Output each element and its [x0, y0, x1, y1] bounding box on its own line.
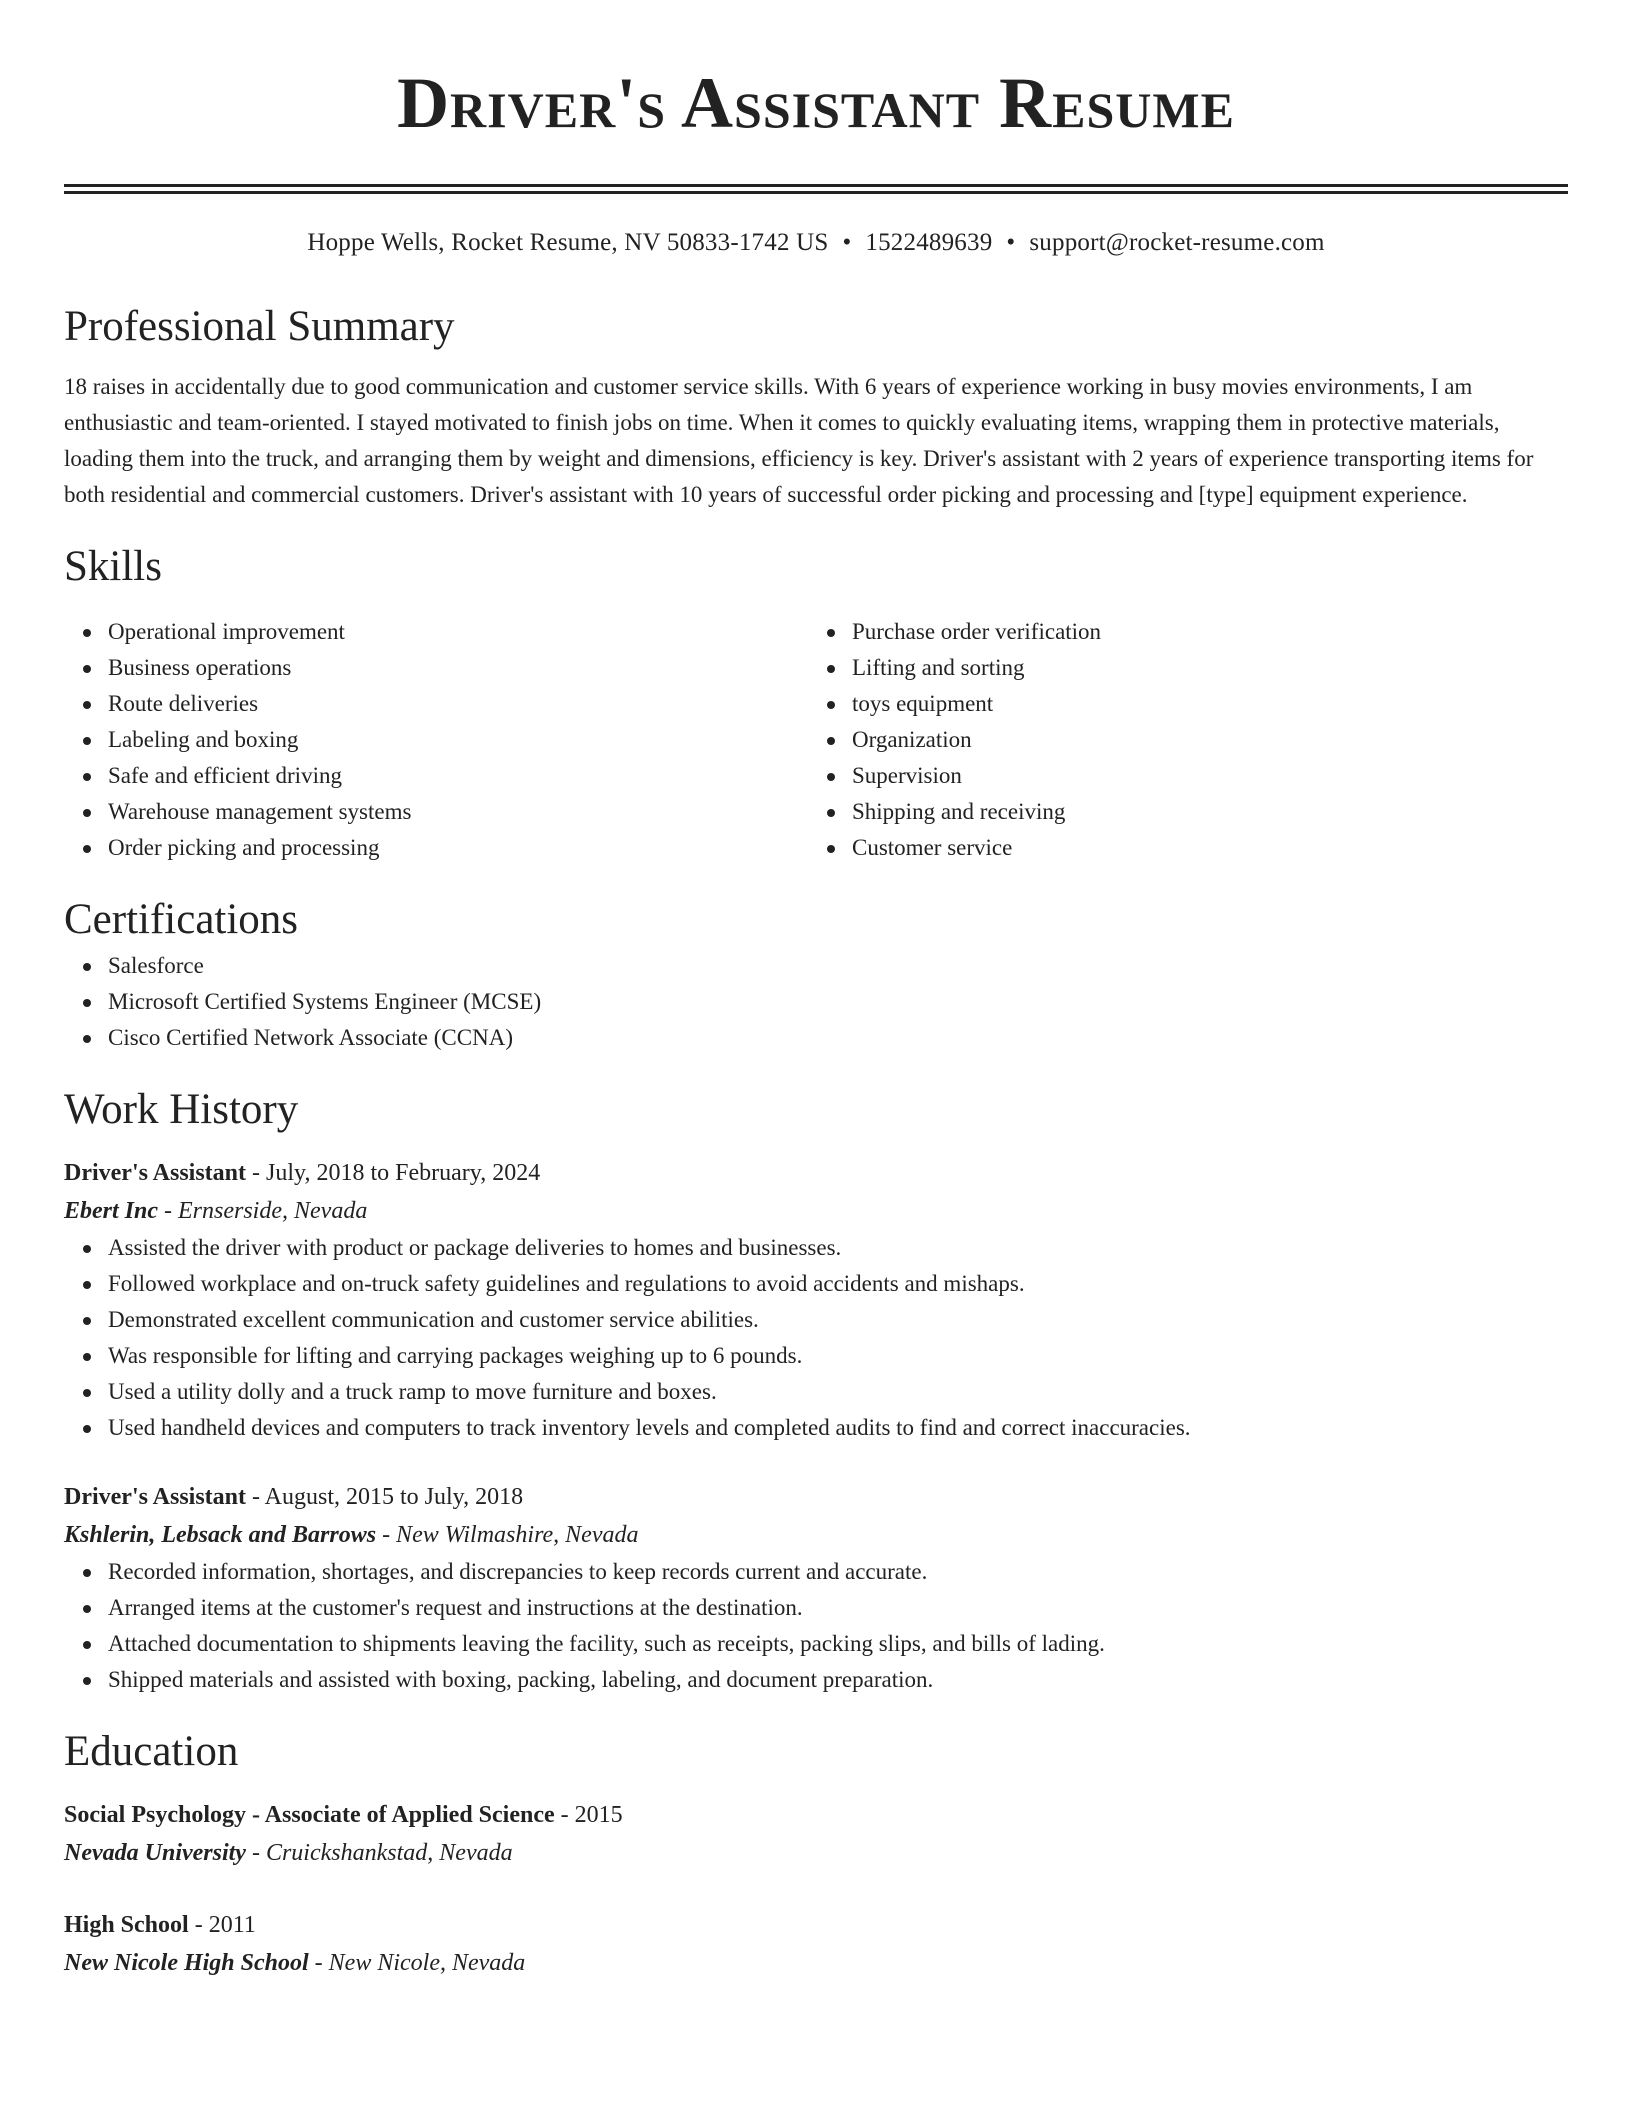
contact-separator: • [842, 229, 852, 256]
contact-email: support@rocket-resume.com [1029, 229, 1325, 256]
job-entry [64, 1478, 1568, 1698]
job-company: Kshlerin, Lebsack and Barrows [64, 1522, 377, 1548]
contact-line [64, 227, 1568, 259]
title-double-rule [64, 184, 1568, 194]
skill-item: Warehouse management systems [108, 794, 808, 830]
job-entry [64, 1154, 1568, 1446]
summary-text: 18 raises in accidentally due to good communication and customer service skills. With 6 years of experience working in busy movies environments, I am enthusiastic and team-oriented. I stayed motivated to finish jobs on time. When it comes to quickly evaluating items, wrapping them in protective materials, loading them into the truck, and arranging them by weight and dimensions, efficiency is key. Driver's assistant with 2 years of experience transporting items for both residential and commercial customers. Driver's assistant with 10 years of successful order picking and processing and [type] equipment experience. [64, 374, 1534, 507]
skills-column-right [808, 614, 1552, 866]
certifications-heading: Certifications [64, 896, 299, 943]
job-dates: - August, 2015 to July, 2018 [246, 1484, 524, 1510]
certification-item: Cisco Certified Network Associate (CCNA) [108, 1020, 1568, 1056]
job-title: Driver's Assistant [64, 1484, 246, 1510]
skill-item: Operational improvement [108, 614, 808, 650]
job-dates: - July, 2018 to February, 2024 [246, 1160, 541, 1186]
skill-item: Supervision [852, 758, 1552, 794]
skill-item: Labeling and boxing [108, 722, 808, 758]
education-entry [64, 1796, 1568, 1872]
skill-item: Route deliveries [108, 686, 808, 722]
skill-item: Shipping and receiving [852, 794, 1552, 830]
skill-item: Business operations [108, 650, 808, 686]
education-school: Nevada University [64, 1840, 246, 1866]
job-title-line [64, 1154, 1568, 1192]
skills-heading: Skills [64, 543, 162, 590]
skill-item: Purchase order verification [852, 614, 1552, 650]
education-school-line [64, 1944, 1568, 1982]
education-year: - 2015 [554, 1802, 623, 1828]
skills-column-left [64, 614, 808, 866]
education-heading: Education [64, 1728, 239, 1775]
resume-title: Driver's Assistant Resume [397, 63, 1235, 143]
education-location: - Cruickshankstad, Nevada [245, 1840, 513, 1866]
job-duties-list [64, 1554, 1568, 1698]
contact-separator: • [1006, 229, 1016, 256]
contact-address: Hoppe Wells, Rocket Resume, NV 50833-1742 US [307, 229, 829, 256]
skill-item: Safe and efficient driving [108, 758, 808, 794]
job-duty-item: Used a utility dolly and a truck ramp to move furniture and boxes. [108, 1374, 1568, 1410]
education-degree-line [64, 1906, 1568, 1944]
job-duty-item: Recorded information, shortages, and discrepancies to keep records current and accurate. [108, 1554, 1568, 1590]
education-degree: High School [64, 1912, 189, 1938]
job-company-line [64, 1516, 1568, 1554]
summary-heading: Professional Summary [64, 303, 455, 350]
skill-item: toys equipment [852, 686, 1552, 722]
skill-item: Organization [852, 722, 1552, 758]
job-location: - Ernserside, Nevada [158, 1198, 368, 1224]
job-duty-item: Arranged items at the customer's request and instructions at the destination. [108, 1590, 1568, 1626]
skill-item: Lifting and sorting [852, 650, 1552, 686]
education-school: New Nicole High School [64, 1950, 309, 1976]
job-duty-item: Shipped materials and assisted with boxing, packing, labeling, and document preparation. [108, 1662, 1568, 1698]
job-location: - New Wilmashire, Nevada [376, 1522, 639, 1548]
education-degree-line [64, 1796, 1568, 1834]
job-duty-item: Attached documentation to shipments leaving the facility, such as receipts, packing slips, and bills of lading. [108, 1626, 1568, 1662]
job-company: Ebert Inc [64, 1198, 159, 1224]
education-degree: Social Psychology - Associate of Applied Science [64, 1802, 555, 1828]
job-title-line [64, 1478, 1568, 1516]
education-location: - New Nicole, Nevada [308, 1950, 526, 1976]
education-year: - 2011 [188, 1912, 256, 1938]
job-duties-list [64, 1230, 1568, 1446]
job-duty-item: Used handheld devices and computers to track inventory levels and completed audits to find and correct inaccuracies. [108, 1410, 1568, 1446]
certification-item: Microsoft Certified Systems Engineer (MCSE) [108, 984, 1568, 1020]
skills-grid [64, 614, 1568, 866]
job-company-line [64, 1192, 1568, 1230]
contact-phone: 1522489639 [865, 229, 993, 256]
education-entry [64, 1906, 1568, 1982]
work-history-heading: Work History [64, 1086, 299, 1133]
skill-item: Order picking and processing [108, 830, 808, 866]
certifications-list [64, 948, 1568, 1056]
education-school-line [64, 1834, 1568, 1872]
certification-item: Salesforce [108, 948, 1568, 984]
job-duty-item: Was responsible for lifting and carrying packages weighing up to 6 pounds. [108, 1338, 1568, 1374]
job-title: Driver's Assistant [64, 1160, 246, 1186]
skill-item: Customer service [852, 830, 1552, 866]
job-duty-item: Demonstrated excellent communication and customer service abilities. [108, 1302, 1568, 1338]
job-duty-item: Followed workplace and on-truck safety guidelines and regulations to avoid accidents and mishaps. [108, 1266, 1568, 1302]
job-duty-item: Assisted the driver with product or package deliveries to homes and businesses. [108, 1230, 1568, 1266]
